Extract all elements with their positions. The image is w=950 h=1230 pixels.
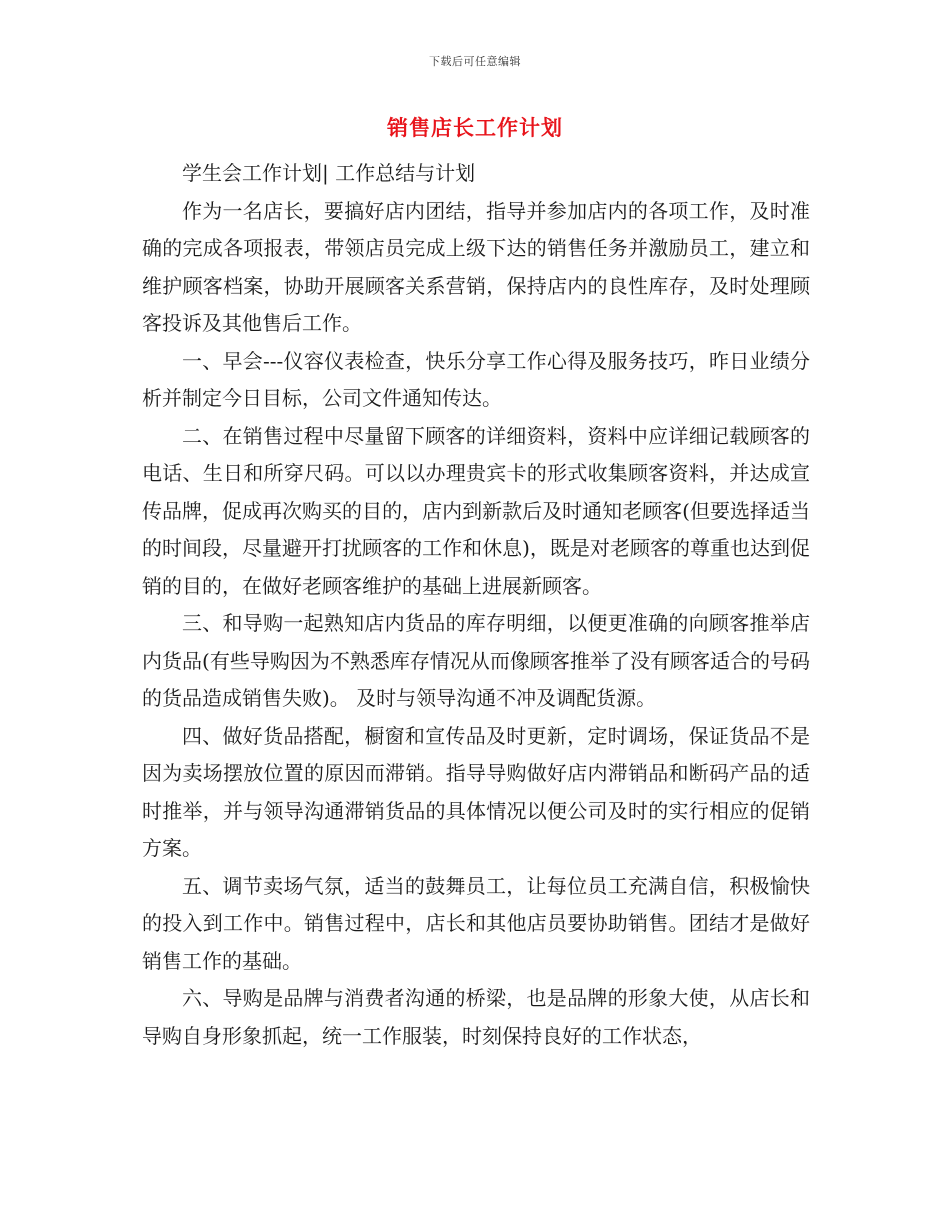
document-body	[142, 155, 810, 1055]
paragraph-item-3: 三、和导购一起熟知店内货品的库存明细，以便更准确的向顾客推举店内货品(有些导购因为不熟悉库存情况从而像顾客推举了没有顾客适合的号码的货品造成销售失败)。 及时与领导沟通不冲及调配货源。	[142, 611, 810, 710]
paragraph-item-5: 五、调节卖场气氛，适当的鼓舞员工，让每位员工充满自信，积极愉快的投入到工作中。销售过程中，店长和其他店员要协助销售。团结才是做好销售工作的基础。	[142, 873, 810, 973]
paragraph-item-4: 四、做好货品搭配，橱窗和宣传品及时更新，定时调场，保证货品不是因为卖场摆放位置的原因而滞销。指导导购做好店内滞销品和断码产品的适时推举，并与领导沟通滞销货品的具体情况以便公司及时的实行相应的促销方案。	[142, 723, 810, 860]
paragraph-item-2: 二、在销售过程中尽量留下顾客的详细资料，资料中应详细记载顾客的电话、生日和所穿尺码。可以以办理贵宾卡的形式收集顾客资料，并达成宣传品牌，促成再次购买的目的，店内到新款后及时通知老顾客(但要选择适当的时间段，尽量避开打扰顾客的工作和休息)，既是对老顾客的尊重也达到促销的目的，在做好老顾客维护的基础上进展新顾客。	[142, 423, 810, 598]
download-note: 下载后可任意编辑	[429, 55, 521, 68]
document-title: 销售店长工作计划	[387, 115, 563, 140]
paragraph-subtitle: 学生会工作计划| 工作总结与计划	[182, 161, 476, 185]
paragraph-item-6: 六、导购是品牌与消费者沟通的桥梁，也是品牌的形象大使，从店长和导购自身形象抓起，统一工作服装，时刻保持良好的工作状态，	[142, 986, 810, 1048]
paragraph-intro: 作为一名店长，要搞好店内团结，指导并参加店内的各项工作，及时准确的完成各项报表，带领店员完成上级下达的销售任务并激励员工，建立和维护顾客档案，协助开展顾客关系营销，保持店内的良性库存，及时处理顾客投诉及其他售后工作。	[142, 198, 810, 335]
paragraph-item-1: 一、早会---仪容仪表检查，快乐分享工作心得及服务技巧，昨日业绩分析并制定今日目标，公司文件通知传达。	[142, 348, 810, 410]
